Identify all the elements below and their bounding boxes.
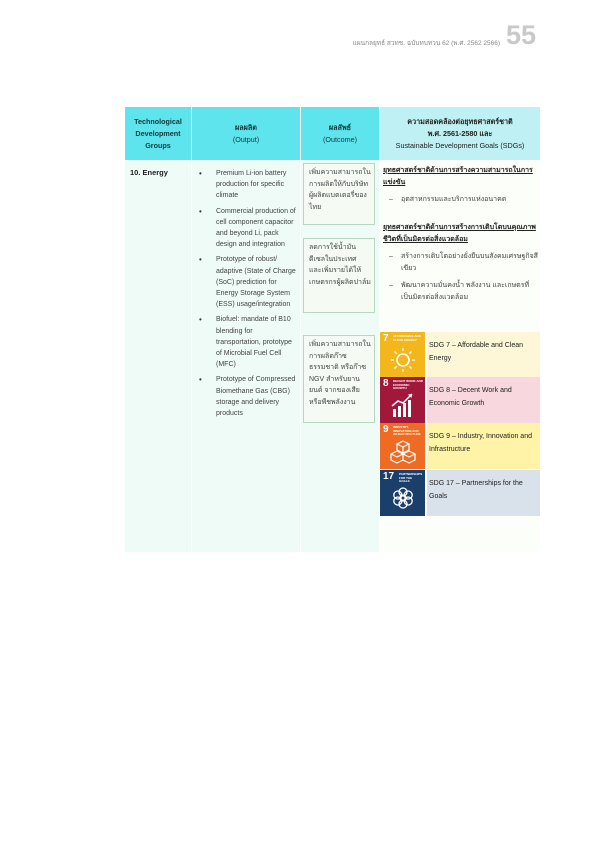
list-item: • Commercial production of cell component capacitor and beyond Li, pack design and integration <box>195 206 299 251</box>
sdg-row-8 <box>380 377 540 423</box>
strategy-block <box>383 222 539 303</box>
sdg-17-label: SDG 17 – Partnerships for the Goals <box>427 470 540 516</box>
list-item: • Prototype of robust/ adaptive (State of Charge (SoC) prediction for Energy Storage System (ESS) usage/integration <box>195 254 299 310</box>
list-item: • Biofuel: mandate of B10 blending for transportation, prototype of Microbial Fuel Cell (MFC) <box>195 314 299 370</box>
list-item: • Premium Li-ion battery production for specific climate <box>195 168 299 202</box>
growth-chart-icon <box>390 391 416 419</box>
outcome-box: เพิ่มความสามารถในการผลิตให้กับบริษัทผู้ผลิตแบตเตอรี่ของไทย <box>303 163 375 225</box>
sdg-8-badge: 8 DECENT WORK AND ECONOMIC GROWTH <box>380 377 425 423</box>
strategy-title: ยุทธศาสตร์ชาติด้านการสร้างการเติบโตบนคุณภาพชีวิตที่เป็นมิตรต่อสิ่งแวดล้อม <box>383 224 536 243</box>
output-list <box>195 168 299 423</box>
energy-table <box>125 107 540 552</box>
outcome-box: ลดการใช้น้ำมันดีเซลในประเทศ และเพิ่มรายได้ให้เกษตรกรผู้ผลิตปาล์ม <box>303 238 375 313</box>
strategy-item: – สร้างการเติบโตอย่างยั่งยืนบนสังคมเศรษฐกิจสีเขียว <box>383 251 539 274</box>
sdg-17-badge: 17 PARTNERSHIPS FOR THE GOALS <box>380 470 425 516</box>
sdg-7-badge: 7 AFFORDABLE AND CLEAN ENERGY <box>380 332 425 378</box>
cubes-icon <box>390 437 416 465</box>
strategy-item: – อุตสาหกรรมและบริการแห่งอนาคต <box>383 194 539 206</box>
outcome-box: เพิ่มความสามารถในการผลิตก๊าซธรรมชาติ หรือก๊าซ NGV สำหรับยานยนต์ จากของเสียหรือพืชพลังงาน <box>303 335 375 423</box>
sdg-8-label: SDG 8 – Decent Work and Economic Growth <box>427 377 540 423</box>
page-number: 55 <box>506 20 537 50</box>
partnership-flower-icon <box>390 484 416 512</box>
sdg-7-label: SDG 7 – Affordable and Clean Energy <box>427 332 540 378</box>
group-column <box>125 160 191 552</box>
sdg-row-17 <box>380 470 540 516</box>
header-strategy: ความสอดคล้องต่อยุทธศาสตร์ชาติ พ.ศ. 2561-2580 และ Sustainable Development Goals (SDGs) <box>380 107 540 160</box>
strategy-item: – พัฒนาความมั่นคงน้ำ พลังงาน และเกษตรที่เป็นมิตรต่อสิ่งแวดล้อม <box>383 280 539 303</box>
strategy-title: ยุทธศาสตร์ชาติด้านการสร้างความสามารถในการแข่งขัน <box>383 167 533 186</box>
list-item: • Prototype of Compressed Biomethane Gas (CBG) storage and delivery products <box>195 374 299 419</box>
sun-power-icon <box>390 346 416 374</box>
header-output: ผลผลิต (Output) <box>192 107 300 160</box>
header-outcome: ผลลัพธ์ (Outcome) <box>301 107 379 160</box>
strategy-block <box>383 165 539 206</box>
sdg-9-badge: 9 INDUSTRY, INNOVATION AND INFRASTRUCTURE <box>380 423 425 469</box>
running-title: แผนกลยุทธ์ สวทช. ฉบับทบทวน 62 (พ.ศ. 2562 2566) <box>352 40 500 47</box>
sdg-row-7 <box>380 332 540 378</box>
header-group: Technological Development Groups <box>125 107 191 160</box>
sdg-9-label: SDG 9 – Industry, Innovation and Infrastructure <box>427 423 540 469</box>
sdg-row-9 <box>380 423 540 469</box>
group-label: 10. Energy <box>130 168 168 177</box>
